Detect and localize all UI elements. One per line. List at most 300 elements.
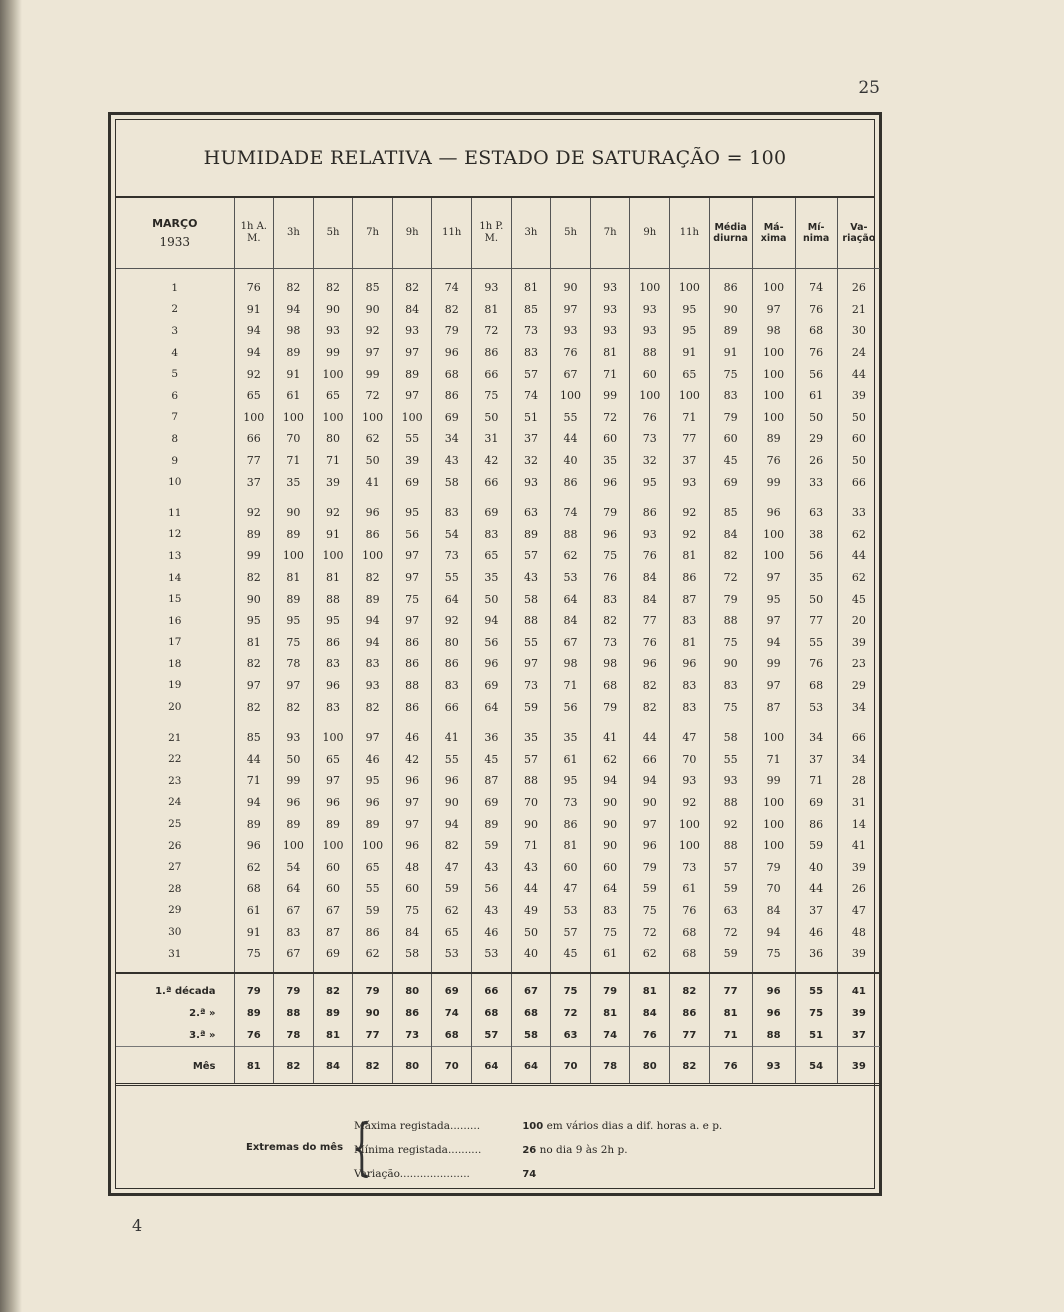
humidity-value: 33: [795, 471, 837, 493]
humidity-value: 77: [234, 450, 274, 472]
humidity-value: 74: [511, 385, 551, 407]
decade-value: 89: [234, 1002, 274, 1024]
decade-value: 81: [709, 1002, 752, 1024]
humidity-value: 77: [670, 428, 710, 450]
humidity-value: 71: [590, 363, 630, 385]
decade-value: 79: [234, 973, 274, 1002]
humidity-value: 57: [511, 363, 551, 385]
hour-header: 7h: [590, 198, 630, 269]
humidity-value: 92: [670, 792, 710, 814]
humidity-value: 60: [590, 856, 630, 878]
humidity-value: 94: [432, 813, 472, 835]
humidity-value: 23: [837, 653, 880, 675]
humidity-value: 86: [472, 342, 512, 364]
humidity-value: 89: [274, 524, 314, 546]
day-number: 16: [168, 614, 182, 627]
table-row: [116, 385, 880, 407]
day-number: 17: [168, 636, 182, 649]
humidity-value: 78: [274, 653, 314, 675]
humidity-value: 62: [590, 748, 630, 770]
day-number: 9: [171, 454, 179, 467]
humidity-value: 84: [630, 588, 670, 610]
decade-value: 63: [551, 1024, 591, 1047]
variacao-value: 74: [522, 1169, 537, 1180]
humidity-value: 100: [274, 407, 314, 429]
humidity-value: 83: [709, 675, 752, 697]
humidity-value: 73: [630, 428, 670, 450]
table-row: [116, 632, 880, 654]
humidity-value: 38: [795, 524, 837, 546]
humidity-value: 86: [353, 921, 393, 943]
humidity-value: 67: [551, 363, 591, 385]
humidity-value: 67: [274, 943, 314, 974]
humidity-value: 94: [274, 299, 314, 321]
humidity-value: 43: [511, 567, 551, 589]
humidity-value: 40: [551, 450, 591, 472]
humidity-value: 56: [472, 878, 512, 900]
humidity-value: 88: [630, 342, 670, 364]
hour-header: 9h: [392, 198, 432, 269]
humidity-value: 42: [392, 748, 432, 770]
table-row: [116, 900, 880, 922]
humidity-value: 75: [590, 921, 630, 943]
humidity-value: 79: [752, 856, 795, 878]
humidity-value: 58: [392, 943, 432, 974]
humidity-value: 91: [313, 524, 353, 546]
table-row: [116, 610, 880, 632]
humidity-value: 39: [837, 632, 880, 654]
table-row: [116, 675, 880, 697]
humidity-value: 97: [353, 342, 393, 364]
month-value: 80: [392, 1047, 432, 1085]
humidity-value: 79: [709, 407, 752, 429]
humidity-value: 97: [392, 385, 432, 407]
humidity-value: 95: [670, 320, 710, 342]
humidity-value: 99: [752, 471, 795, 493]
humidity-value: 82: [274, 269, 314, 299]
minima-line: [354, 1144, 628, 1156]
decade-value: 74: [590, 1024, 630, 1047]
page-title: HUMIDADE RELATIVA — ESTADO DE SATURAÇÃO = 100: [203, 147, 787, 169]
humidity-value: 92: [432, 610, 472, 632]
humidity-value: 80: [432, 632, 472, 654]
humidity-value: 37: [795, 748, 837, 770]
humidity-value: 30: [837, 320, 880, 342]
humidity-value: 96: [313, 792, 353, 814]
humidity-value: 92: [234, 493, 274, 524]
humidity-value: 86: [709, 269, 752, 299]
humidity-value: 95: [234, 610, 274, 632]
humidity-value: 62: [353, 943, 393, 974]
humidity-value: 51: [511, 407, 551, 429]
decade-value: 96: [752, 1002, 795, 1024]
humidity-value: 72: [709, 567, 752, 589]
humidity-value: 96: [313, 675, 353, 697]
humidity-value: 75: [234, 943, 274, 974]
decade-value: 76: [234, 1024, 274, 1047]
humidity-value: 72: [353, 385, 393, 407]
humidity-value: 28: [837, 770, 880, 792]
month-name: MARÇO: [152, 217, 198, 230]
humidity-value: 44: [795, 878, 837, 900]
humidity-value: 100: [752, 407, 795, 429]
day-number: 25: [168, 818, 182, 831]
humidity-value: 82: [432, 835, 472, 857]
humidity-value: 75: [392, 588, 432, 610]
humidity-value: 93: [670, 471, 710, 493]
humidity-value: 94: [353, 632, 393, 654]
humidity-value: 90: [709, 653, 752, 675]
month-value: 64: [511, 1047, 551, 1085]
humidity-value: 84: [752, 900, 795, 922]
humidity-value: 71: [551, 675, 591, 697]
humidity-value: 59: [795, 835, 837, 857]
humidity-value: 89: [353, 813, 393, 835]
humidity-value: 79: [709, 588, 752, 610]
decade-value: 69: [432, 973, 472, 1002]
humidity-value: 55: [551, 407, 591, 429]
humidity-value: 71: [795, 770, 837, 792]
humidity-value: 96: [472, 653, 512, 675]
humidity-value: 89: [234, 813, 274, 835]
humidity-value: 92: [353, 320, 393, 342]
humidity-value: 88: [709, 610, 752, 632]
humidity-value: 69: [392, 471, 432, 493]
humidity-value: 86: [392, 696, 432, 718]
decade-value: 86: [392, 1002, 432, 1024]
humidity-value: 93: [630, 320, 670, 342]
minima-header: Mí- nima: [795, 198, 837, 269]
humidity-value: 66: [472, 471, 512, 493]
extremes-label: Extremas do mês: [246, 1142, 344, 1153]
day-number: 27: [168, 861, 182, 874]
hour-header: 3h: [511, 198, 551, 269]
humidity-value: 100: [752, 524, 795, 546]
humidity-value: 83: [709, 385, 752, 407]
humidity-value: 81: [670, 545, 710, 567]
day-number: 30: [168, 926, 182, 939]
maxima-line: [354, 1120, 722, 1132]
table-row: [116, 856, 880, 878]
decade-value: 90: [353, 1002, 393, 1024]
humidity-table: [116, 198, 880, 1086]
humidity-value: 94: [234, 792, 274, 814]
humidity-value: 84: [392, 921, 432, 943]
month-value: 64: [472, 1047, 512, 1085]
humidity-value: 35: [472, 567, 512, 589]
humidity-value: 58: [709, 718, 752, 749]
humidity-value: 100: [274, 545, 314, 567]
humidity-value: 73: [511, 320, 551, 342]
humidity-value: 83: [590, 588, 630, 610]
humidity-value: 44: [837, 363, 880, 385]
humidity-value: 86: [795, 813, 837, 835]
table-row: [116, 835, 880, 857]
humidity-value: 90: [313, 299, 353, 321]
humidity-value: 50: [837, 407, 880, 429]
humidity-value: 96: [353, 493, 393, 524]
day-number: 13: [168, 549, 182, 562]
table-row: [116, 813, 880, 835]
decade-value: 57: [472, 1024, 512, 1047]
decade-value: 41: [837, 973, 880, 1002]
humidity-value: 95: [313, 610, 353, 632]
decade-value: 75: [551, 973, 591, 1002]
minima-value: 26: [522, 1145, 537, 1156]
humidity-value: 97: [630, 813, 670, 835]
humidity-value: 90: [630, 792, 670, 814]
humidity-value: 93: [313, 320, 353, 342]
humidity-value: 74: [795, 269, 837, 299]
table-row: [116, 545, 880, 567]
humidity-value: 76: [630, 407, 670, 429]
humidity-value: 62: [837, 524, 880, 546]
decade-value: 80: [392, 973, 432, 1002]
humidity-value: 93: [590, 269, 630, 299]
humidity-value: 93: [590, 320, 630, 342]
humidity-value: 97: [234, 675, 274, 697]
humidity-value: 55: [432, 748, 472, 770]
humidity-value: 81: [274, 567, 314, 589]
variacao-header: Va- riação: [837, 198, 880, 269]
humidity-value: 97: [752, 299, 795, 321]
humidity-value: 45: [837, 588, 880, 610]
humidity-value: 59: [630, 878, 670, 900]
humidity-value: 93: [353, 675, 393, 697]
humidity-value: 44: [551, 428, 591, 450]
hour-header: 5h: [551, 198, 591, 269]
sheet-number: 4: [132, 1216, 143, 1235]
day-number: 19: [168, 679, 182, 692]
humidity-value: 93: [511, 471, 551, 493]
humidity-value: 44: [837, 545, 880, 567]
humidity-value: 82: [709, 545, 752, 567]
month-value: 54: [795, 1047, 837, 1085]
humidity-value: 56: [795, 545, 837, 567]
table-row: [116, 450, 880, 472]
humidity-value: 94: [752, 921, 795, 943]
humidity-value: 73: [670, 856, 710, 878]
humidity-value: 81: [551, 835, 591, 857]
humidity-value: 66: [234, 428, 274, 450]
humidity-value: 44: [630, 718, 670, 749]
table-row: [116, 653, 880, 675]
humidity-value: 63: [795, 493, 837, 524]
humidity-value: 69: [472, 792, 512, 814]
daily-rows: [116, 269, 880, 974]
humidity-value: 75: [590, 545, 630, 567]
humidity-value: 68: [590, 675, 630, 697]
humidity-value: 50: [511, 921, 551, 943]
humidity-value: 35: [590, 450, 630, 472]
hour-header: 7h: [353, 198, 393, 269]
humidity-value: 93: [630, 524, 670, 546]
humidity-value: 97: [392, 342, 432, 364]
humidity-value: 62: [432, 900, 472, 922]
humidity-value: 68: [234, 878, 274, 900]
humidity-value: 88: [392, 675, 432, 697]
humidity-value: 97: [752, 567, 795, 589]
humidity-value: 48: [392, 856, 432, 878]
humidity-value: 50: [795, 588, 837, 610]
humidity-value: 100: [630, 269, 670, 299]
header-row: [116, 198, 880, 269]
humidity-value: 63: [709, 900, 752, 922]
humidity-value: 96: [274, 792, 314, 814]
brace: {: [351, 1110, 372, 1183]
decade-value: 67: [511, 973, 551, 1002]
decade-summary-row: [116, 1024, 880, 1047]
humidity-value: 89: [511, 524, 551, 546]
decade-value: 86: [670, 1002, 710, 1024]
humidity-value: 81: [234, 632, 274, 654]
hour-header: 9h: [630, 198, 670, 269]
decade-value: 82: [313, 973, 353, 1002]
humidity-value: 40: [511, 943, 551, 974]
decade-value: 51: [795, 1024, 837, 1047]
hour-header: 1h P. M.: [472, 198, 512, 269]
humidity-value: 68: [670, 943, 710, 974]
minima-note: no dia 9 às 2h p.: [539, 1144, 628, 1156]
humidity-value: 31: [837, 792, 880, 814]
table-row: [116, 567, 880, 589]
day-number: 1: [171, 281, 179, 294]
humidity-value: 100: [313, 718, 353, 749]
humidity-value: 100: [752, 545, 795, 567]
humidity-value: 65: [313, 385, 353, 407]
humidity-value: 76: [795, 653, 837, 675]
month-label: Mês: [116, 1047, 234, 1085]
humidity-value: 43: [472, 900, 512, 922]
humidity-value: 65: [234, 385, 274, 407]
humidity-value: 79: [590, 493, 630, 524]
humidity-value: 75: [472, 385, 512, 407]
humidity-value: 46: [795, 921, 837, 943]
humidity-value: 96: [670, 653, 710, 675]
humidity-value: 100: [313, 407, 353, 429]
humidity-value: 60: [313, 856, 353, 878]
humidity-value: 73: [590, 632, 630, 654]
humidity-value: 56: [392, 524, 432, 546]
humidity-value: 82: [432, 299, 472, 321]
humidity-value: 53: [551, 900, 591, 922]
day-number: 21: [168, 731, 182, 744]
humidity-value: 59: [472, 835, 512, 857]
humidity-value: 76: [630, 632, 670, 654]
humidity-value: 54: [432, 524, 472, 546]
humidity-value: 86: [551, 813, 591, 835]
humidity-value: 46: [392, 718, 432, 749]
humidity-value: 65: [313, 748, 353, 770]
humidity-value: 33: [837, 493, 880, 524]
humidity-value: 60: [392, 878, 432, 900]
decade-value: 79: [274, 973, 314, 1002]
humidity-value: 64: [432, 588, 472, 610]
decade-value: 78: [274, 1024, 314, 1047]
humidity-value: 100: [313, 835, 353, 857]
day-number: 4: [171, 346, 179, 359]
day-number: 26: [168, 839, 182, 852]
humidity-value: 57: [511, 545, 551, 567]
humidity-value: 90: [590, 792, 630, 814]
humidity-value: 39: [313, 471, 353, 493]
humidity-value: 88: [511, 770, 551, 792]
humidity-value: 100: [752, 718, 795, 749]
day-number: 5: [171, 368, 179, 381]
humidity-value: 90: [274, 493, 314, 524]
month-value: 76: [709, 1047, 752, 1085]
humidity-value: 86: [551, 471, 591, 493]
day-number: 24: [168, 796, 182, 809]
humidity-value: 55: [353, 878, 393, 900]
humidity-value: 69: [795, 792, 837, 814]
humidity-value: 32: [511, 450, 551, 472]
humidity-value: 69: [432, 407, 472, 429]
humidity-value: 49: [511, 900, 551, 922]
humidity-value: 88: [709, 792, 752, 814]
decade-value: 72: [551, 1002, 591, 1024]
humidity-value: 99: [752, 653, 795, 675]
humidity-value: 93: [551, 320, 591, 342]
humidity-value: 82: [590, 610, 630, 632]
humidity-value: 83: [353, 653, 393, 675]
hour-header: 5h: [313, 198, 353, 269]
humidity-value: 94: [234, 342, 274, 364]
humidity-value: 95: [274, 610, 314, 632]
humidity-value: 34: [795, 718, 837, 749]
humidity-value: 53: [795, 696, 837, 718]
humidity-value: 46: [472, 921, 512, 943]
humidity-value: 90: [353, 299, 393, 321]
humidity-value: 98: [590, 653, 630, 675]
humidity-value: 43: [472, 856, 512, 878]
decade-value: 58: [511, 1024, 551, 1047]
humidity-value: 90: [432, 792, 472, 814]
table-row: [116, 407, 880, 429]
humidity-value: 90: [590, 835, 630, 857]
humidity-value: 36: [795, 943, 837, 974]
humidity-value: 72: [472, 320, 512, 342]
humidity-value: 97: [392, 813, 432, 835]
table-row: [116, 299, 880, 321]
humidity-value: 74: [432, 269, 472, 299]
humidity-value: 26: [837, 878, 880, 900]
humidity-value: 76: [234, 269, 274, 299]
decade-label: 2.ª »: [189, 1007, 216, 1019]
day-number: 15: [168, 593, 182, 606]
humidity-value: 50: [472, 407, 512, 429]
humidity-value: 57: [551, 921, 591, 943]
humidity-value: 95: [353, 770, 393, 792]
humidity-value: 89: [234, 524, 274, 546]
month-value: 81: [234, 1047, 274, 1085]
day-number: 23: [168, 774, 182, 787]
humidity-value: 37: [234, 471, 274, 493]
humidity-value: 93: [670, 770, 710, 792]
humidity-value: 100: [551, 385, 591, 407]
decade-value: 88: [274, 1002, 314, 1024]
humidity-value: 83: [511, 342, 551, 364]
decade-value: 88: [752, 1024, 795, 1047]
humidity-value: 89: [472, 813, 512, 835]
humidity-value: 65: [670, 363, 710, 385]
humidity-value: 91: [234, 299, 274, 321]
humidity-value: 47: [837, 900, 880, 922]
humidity-value: 83: [432, 675, 472, 697]
humidity-value: 34: [837, 748, 880, 770]
maxima-header: Má- xima: [752, 198, 795, 269]
humidity-value: 100: [274, 835, 314, 857]
